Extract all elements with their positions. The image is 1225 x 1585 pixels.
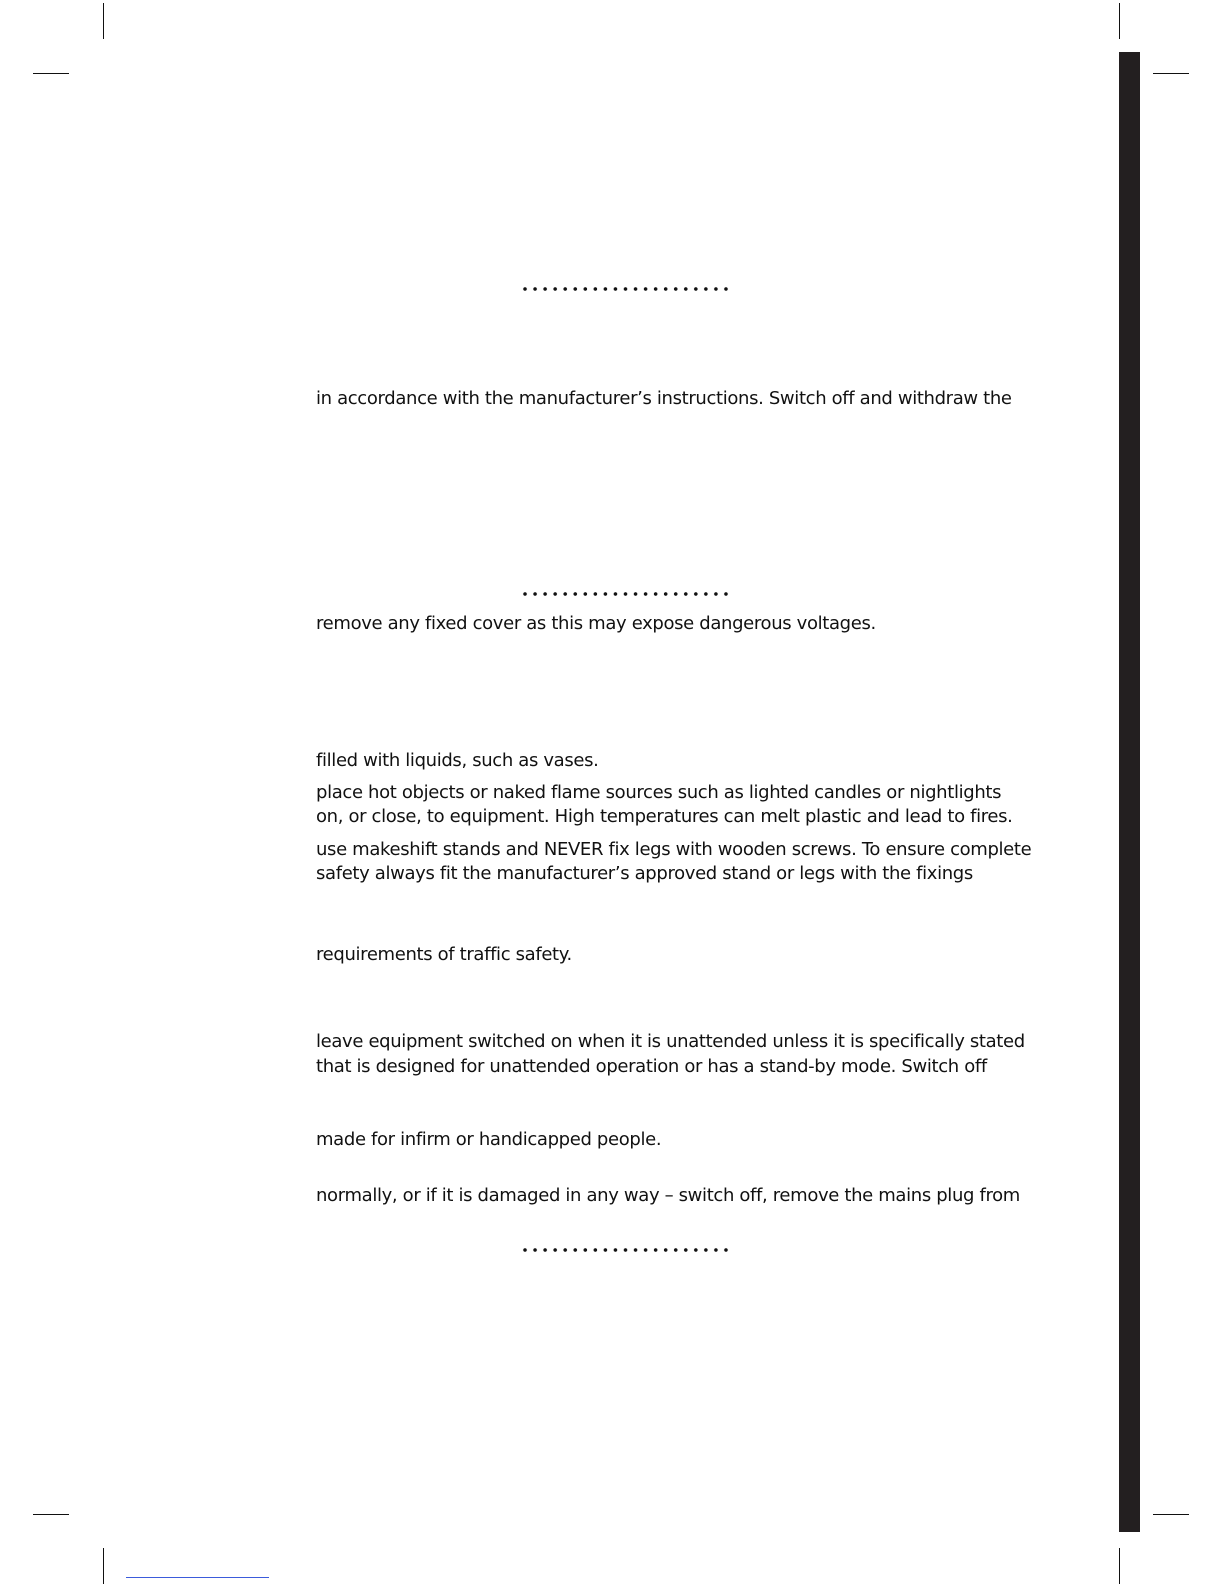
text-line: remove any fixed cover as this may expose dangerous voltages. [316, 613, 876, 634]
crop-mark-bottom-left-vertical [103, 1548, 104, 1584]
text-line: safety always fit the manufacturer’s approved stand or legs with the fixings [316, 863, 973, 884]
crop-mark-bottom-right-vertical [1119, 1548, 1120, 1584]
bottom-rule [126, 1577, 269, 1578]
crop-mark-top-right-horizontal [1153, 73, 1189, 74]
text-line: in accordance with the manufacturer’s instructions. Switch off and withdraw the [316, 388, 1012, 409]
dot-separator [520, 1247, 730, 1253]
dot-separator [520, 286, 730, 292]
dot-separator [520, 591, 730, 597]
text-line: that is designed for unattended operation or has a stand-by mode. Switch off [316, 1056, 987, 1077]
text-line: place hot objects or naked flame sources such as lighted candles or nightlights [316, 782, 1002, 803]
crop-mark-top-right-vertical [1119, 3, 1120, 39]
crop-mark-bottom-right-horizontal [1153, 1514, 1189, 1515]
crop-mark-bottom-left-horizontal [33, 1514, 69, 1515]
text-line: normally, or if it is damaged in any way – switch off, remove the mains plug from [316, 1185, 1020, 1206]
text-line: leave equipment switched on when it is unattended unless it is specifically stated [316, 1031, 1025, 1052]
text-line: filled with liquids, such as vases. [316, 750, 599, 771]
text-line: made for infirm or handicapped people. [316, 1129, 662, 1150]
side-bar [1119, 52, 1140, 1532]
text-line: use makeshift stands and NEVER fix legs with wooden screws. To ensure complete [316, 839, 1032, 860]
crop-mark-top-left-horizontal [33, 73, 69, 74]
text-line: on, or close, to equipment. High temperatures can melt plastic and lead to fires. [316, 806, 1013, 827]
text-line: requirements of traffic safety. [316, 944, 572, 965]
crop-mark-top-left-vertical [103, 3, 104, 39]
